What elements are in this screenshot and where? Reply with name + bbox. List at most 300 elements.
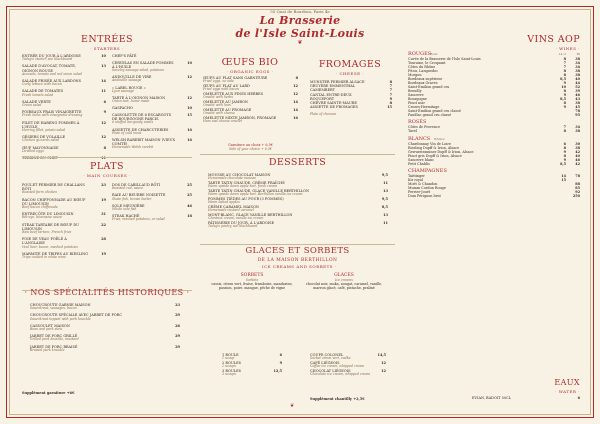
specialites-title: · NOS SPÉCIALITÉS HISTORIQUES ·	[24, 288, 190, 297]
menu-item	[203, 108, 298, 116]
menu-item	[112, 214, 192, 222]
champagnes-list	[408, 174, 580, 198]
wine-glass-price: 8,5	[560, 77, 566, 81]
wine-glass-price: 9	[563, 157, 566, 162]
sorbets-en: Sorbets	[245, 278, 259, 282]
wine-bottle-price: 85	[575, 186, 580, 191]
plats-subtitle: · MAIN COURSES ·	[83, 173, 131, 178]
menu-item	[112, 75, 192, 83]
wine-bottle-price: 88	[575, 182, 580, 187]
menu-item-desc: Plate of cold meat	[112, 130, 142, 135]
menu-item-desc: Bean and pork stew	[30, 326, 63, 331]
menu-item-price: 28	[101, 237, 106, 242]
wine-glass-price: 8	[563, 73, 566, 77]
glaces-flavors-title: GLACES	[334, 273, 354, 278]
wine-bottle-price: 46	[575, 93, 580, 97]
menu-item-name: DOS DE CABILLAUD RÔTI	[112, 183, 161, 187]
spacer	[22, 260, 106, 262]
menu-item-desc: Warm upside down apple tart, fresh cream	[208, 184, 278, 189]
menu-item-name: TARTE TATIN CHAUDE, CRÈME FRAÎCHE	[208, 181, 285, 185]
menu-item-name: GASPACHO	[112, 106, 133, 111]
wine-bottle-price: 38	[575, 129, 580, 134]
menu-item	[22, 135, 106, 143]
wine-glass-price: 7	[563, 65, 566, 69]
wine-bottle-price: 34	[575, 65, 580, 69]
menu-item-desc: Chicken gizzards salad	[22, 138, 60, 143]
menu-item-name: ROQUEFORT	[310, 96, 335, 101]
menu-item-price: 12	[381, 369, 386, 373]
menu-item-name: TARTE TATIN CHAUDE, GLACE VANILLE BERTHILLON	[208, 189, 310, 193]
menu-item-price: 29	[175, 334, 180, 339]
wine-bottle-price: 45	[575, 105, 580, 109]
wines-block	[408, 51, 580, 198]
wine-bottle-price: 30	[575, 141, 580, 146]
menu-item-desc: Veal liver, bacon, mashed potatoes	[22, 244, 78, 249]
sorbets-block	[208, 273, 296, 290]
wine-name: Petit Chablis	[408, 161, 430, 166]
menu-item-desc: Fresh tomato salad	[22, 92, 54, 97]
wine-name: Pinot gris Dopff & Irion, Alsace	[408, 153, 462, 158]
menu-item-price: 8	[389, 101, 392, 106]
blancs-en: Whites	[434, 136, 445, 141]
wine-name: Bordeaux Graves	[408, 81, 438, 85]
wine-bottle-price: 38	[575, 73, 580, 77]
wine-glass-price: 10	[561, 85, 566, 89]
menu-item-desc: Herring fillet, potato salad	[22, 127, 66, 132]
wine-glass-price: 8	[563, 101, 566, 105]
menu-item-price: 12	[293, 92, 298, 96]
wine-bottle-price: 38	[575, 69, 580, 73]
address: 55 Quai de Bourbon, Paris 4e	[270, 9, 330, 14]
menu-item-name: STEAK HACHÉ	[112, 214, 140, 219]
wine-name: Tavel	[408, 129, 418, 134]
menu-item-desc: Sauerkraut topped with pork knuckle	[30, 316, 91, 321]
menu-item-price: 26	[175, 323, 180, 328]
wine-glass-price: 9	[563, 81, 566, 85]
menu-item	[112, 86, 192, 94]
menu-item-price: 9	[103, 110, 106, 115]
menu-item-price: 18	[187, 214, 192, 219]
menu-item-name: CHOUCROUTE SPÉCIALE AVEC JARRET DE PORC	[30, 313, 123, 318]
menu-item-desc: Green salad	[22, 102, 42, 107]
menu-item-name: GRUYÈRE EMMENTHAL	[310, 84, 356, 89]
menu-item-name: ASSIETTE DE FROMAGES	[310, 105, 358, 110]
menu-item	[208, 181, 388, 189]
menu-item-name: ENTRECÔTE DU LIMOUSIN	[22, 212, 74, 217]
menu-item-name: ANDOUILLE DE VIRE	[112, 75, 152, 80]
menu-item-desc: Fried eggs with bacon	[203, 87, 240, 92]
menu-item-name: JARRET DE PORC GRILLÉ	[30, 334, 78, 339]
rouges-list	[408, 57, 580, 117]
scoops-list	[222, 353, 282, 377]
wine-name: Bordeaux supérieur	[408, 77, 443, 81]
glaces-extra	[310, 397, 365, 401]
wine-bottle-price: 34	[575, 125, 580, 130]
spacer	[112, 222, 192, 224]
spacer	[112, 150, 192, 152]
menu-item-desc: Skate fish, brown butter	[112, 196, 152, 201]
menu-item-name: TERRINE DU CHEF	[22, 155, 58, 160]
wine-glass-price: 14	[561, 174, 566, 179]
menu-item	[30, 303, 180, 311]
menu-item-name: CAFÉ LIÉGEOIS	[310, 361, 340, 365]
menu-item	[112, 106, 192, 110]
menu-item-desc: Sorbet citron vert, vodka	[310, 356, 351, 361]
menu-item-name: SALADE VERTE	[22, 99, 51, 104]
wine-bottle-price: 46	[575, 157, 580, 162]
menu-item-price: 13	[383, 189, 388, 193]
menu-item-price: 15	[387, 105, 392, 110]
menu-item-desc: Roasted cod, sauce	[112, 186, 144, 191]
wine-name: Sancerre blanc	[408, 157, 435, 162]
menu-item-price: 12	[187, 75, 192, 80]
menu-item-price: 16	[187, 127, 192, 132]
menu-item-name: CAMEMBERT	[310, 88, 335, 93]
menu-item	[112, 128, 192, 136]
menu-item	[203, 84, 298, 92]
restaurant-name-line2: de l'Isle Saint-Louis	[235, 27, 365, 40]
menu-item	[310, 105, 392, 109]
wine-name: Morgon	[408, 73, 422, 77]
menu-item	[22, 54, 106, 62]
eaux-subtitle: · WATER ·	[555, 389, 580, 394]
menu-item-price: 13	[383, 213, 388, 217]
wine-name: Mumm Cordon Rouge	[408, 186, 446, 191]
wine-glass-price: 8	[563, 153, 566, 158]
menu-item-name: RAIE AU BEURRE NOISETTE	[112, 193, 166, 198]
wine-name: Sancerre	[408, 93, 424, 97]
menu-item	[112, 183, 192, 191]
menu-item-price: 19	[101, 197, 106, 202]
wine-name: Saint-Émilion grand cru	[408, 85, 450, 89]
menu-item-name: FOIE DE VEAU POÊLÉ À L'ANGLAISE	[22, 237, 67, 246]
oeufs-note-en: Side of your choice + 6,5€	[229, 147, 272, 151]
menu-item-price: 14	[101, 78, 106, 83]
menu-item-price: 14	[293, 100, 298, 104]
sorbets-title: SORBETS	[240, 273, 264, 278]
menu-item-price: 16	[187, 137, 192, 142]
wine-name: Crozes-Hermitage	[408, 105, 440, 109]
menu-item	[310, 361, 386, 369]
menu-item-price: 8	[103, 145, 106, 150]
menu-item-desc: 6 stuffed burgundy snails	[112, 120, 154, 125]
menu-item	[208, 173, 388, 181]
desserts-title: DESSERTS	[268, 157, 327, 168]
menu-item-name: CHÈVRE SAINTE-MAURE	[310, 101, 357, 106]
menu-item-name: TARTE À L'OIGNON MAISON	[112, 95, 166, 100]
wine-bottle-price: 38	[575, 101, 580, 105]
eaux-list	[472, 396, 580, 400]
menu-item-name: WELSH RAREBIT MAISON (VIEUX COMTÉ)	[112, 137, 176, 147]
menu-item-name: OMELETTE AU JAMBON	[203, 100, 248, 104]
wine-bottle-price: 38	[575, 145, 580, 150]
menu-item-name: OMELETTE AUX FINES HERBES	[203, 92, 264, 96]
wine-glass-price: 6	[563, 141, 566, 146]
oeufs-title: ŒUFS BIO	[221, 57, 279, 68]
col-header-bottle: Bt	[576, 52, 580, 56]
menu-item	[203, 92, 298, 100]
menu-item	[22, 212, 106, 220]
menu-item-price: 25	[187, 183, 192, 187]
menu-item	[22, 89, 106, 97]
menu-item-price: 12	[381, 361, 386, 365]
menu-item-desc: Avocado, tomato and red onion salad	[22, 71, 82, 76]
roses-list	[408, 125, 580, 133]
menu-item-price: 14,5	[377, 353, 386, 357]
menu-item	[22, 223, 106, 235]
wine-bottle-price: 44	[575, 81, 580, 85]
restaurant-name-line1: La Brasserie	[259, 14, 341, 27]
wine-bottle-price: 38	[575, 57, 580, 61]
entrees-subtitle: · STARTERS ·	[90, 46, 124, 51]
menu-item-price: 25	[187, 193, 192, 198]
specialites-extra	[22, 391, 75, 395]
menu-item-name: CASSOULET MAISON	[30, 323, 70, 328]
menu-item-name: 2 BOULES	[222, 361, 242, 365]
vins-title: VINS AOP	[527, 34, 580, 45]
wine-item	[408, 162, 580, 166]
menu-item-desc: Braised pork knuckle	[30, 347, 65, 352]
glaces-title: GLACES ET SORBETS	[245, 246, 350, 256]
glaces-flavors-en: Ice creams	[335, 278, 353, 282]
menu-item-name: ŒUF MAYONNAISE	[22, 145, 59, 150]
wine-name: Côtes de Provence	[408, 125, 441, 130]
menu-item-name: 1 BOULE	[222, 353, 239, 357]
wine-name: Bourgogne	[408, 97, 427, 101]
menu-item-price: 11	[101, 155, 106, 160]
specialites-title-text: NOS SPÉCIALITÉS HISTORIQUES	[30, 288, 184, 297]
menu-item-name: ŒUFS AU PLAT AU LARD	[203, 84, 250, 88]
menu-item	[208, 213, 388, 221]
wine-name: Brouilly	[408, 89, 422, 93]
menu-item-name: STEAK TARTARE DE BŒUF DU LIMOUSIN	[22, 222, 80, 231]
glaces-extra-price: +2,5€	[353, 397, 365, 401]
menu-item-name: ASSIETTE DE CHARCUTERIES	[112, 127, 169, 132]
menu-item-price: 10	[187, 60, 192, 65]
menu-item-desc: Curly lettuce with bacon	[22, 82, 62, 87]
menu-item-name: CHOUCROUTE GARNIE MAISON	[30, 303, 91, 307]
wine-bottle-price: 42	[575, 149, 580, 154]
menu-item-name: CANTAL ENTRE-DEUX	[310, 92, 352, 97]
menu-item-desc: Omelet with cheese	[203, 111, 235, 116]
wine-name: Côtes du Rhône	[408, 65, 436, 69]
glaces-extra-label: Supplément chantilly	[310, 397, 352, 401]
menu-item-price: 6	[577, 396, 580, 400]
menu-item-price: 29	[175, 313, 180, 318]
wine-name: Dom Pérignon brut	[408, 194, 441, 199]
menu-item-name: SALADE FRISÉE AUX LARDONS	[22, 78, 82, 83]
menu-item-price: 23	[101, 183, 106, 187]
menu-item-name: POULET FERMIER DE CHALLANS RÔTI	[22, 183, 85, 192]
menu-item-price: 19	[101, 251, 106, 256]
eaux-title: EAUX	[554, 378, 580, 387]
plats-left-list	[22, 183, 106, 262]
menu-item-desc: Fries, mashed potatoes, or salad	[112, 217, 165, 222]
wine-bottle-price: 40	[575, 77, 580, 81]
wine-bottle-price: 52	[575, 85, 580, 89]
menu-item-name: OMELETTE AU FROMAGE	[203, 108, 252, 112]
menu-item	[222, 361, 282, 369]
wine-name: Taittinger	[408, 174, 425, 179]
menu-item	[112, 113, 192, 125]
menu-item-name: EVIAN, BADOIT 50CL	[472, 396, 512, 400]
menu-item-desc: Beef bacon chiffonade	[22, 205, 58, 209]
menu-item-desc: Homemade chocolate mousse	[208, 176, 257, 181]
plats-right-list	[112, 183, 192, 225]
menu-item-price: 16	[293, 116, 298, 120]
wine-bottle-price: 34	[575, 61, 580, 65]
menu-item-price: 9,5	[381, 173, 388, 177]
menu-item	[310, 369, 386, 377]
wine-name: Fitou, Languedoc	[408, 69, 439, 73]
menu-item-price: 6	[103, 99, 106, 104]
glaces-subtitle2: · ICE CREAMS AND SORBETS ·	[258, 264, 337, 269]
menu-item-desc: Homemade Welsh rarebit	[112, 145, 154, 150]
menu-item-price: 13	[101, 64, 106, 69]
glaces-block	[300, 273, 388, 290]
menu-item	[310, 353, 386, 361]
wine-name: Riesling Dopff & Irion, Alsace	[408, 145, 460, 150]
wine-name: Saint-Émilion grand cru classé	[408, 109, 461, 113]
menu-item-name: COUPE COLONEL	[310, 353, 344, 357]
menu-item-name: 3 BOULES	[222, 369, 242, 373]
menu-item-name: POMMES TIÈDES AU FOUR (3 POMMES)	[208, 197, 284, 201]
menu-item-price: 12	[187, 95, 192, 100]
menu-item-name: CASSOLETTE DE 6 ESCARGOTS DE BOURGOGNE FARCIS	[112, 112, 172, 122]
menu-item-price: 23	[175, 303, 180, 307]
menu-item-desc: Devilled eggs	[22, 148, 44, 153]
menu-item	[22, 237, 106, 249]
menu-item-name: BACON CHIFFONNADE AU BŒUF DU LIMOUSIN	[22, 197, 86, 206]
menu-item	[22, 121, 106, 133]
wine-glass-price: 8	[563, 89, 566, 93]
menu-item-desc: Coffee ice cream, whipped cream	[310, 364, 365, 369]
menu-item-desc: Warm baked apples	[208, 200, 240, 205]
menu-item	[222, 369, 282, 377]
wine-item	[408, 194, 580, 198]
menu-item-price: 9	[389, 96, 392, 101]
oeufs-subtitle: · ORGANIC EGGS ·	[226, 69, 274, 74]
wine-glass-price: 7	[563, 61, 566, 65]
wine-bottle-price: 95	[575, 113, 580, 117]
menu-item-price: 10	[101, 54, 106, 58]
menu-item-name: FILET DE HARENG POMMES À L'HUILE	[22, 120, 80, 129]
rouges-en: Reds	[430, 52, 438, 56]
menu-item	[222, 353, 282, 361]
menu-item-desc: Tripe cooked in white wine	[22, 254, 66, 259]
menu-item	[208, 189, 388, 197]
glaces-flavors-text: chocolat noir, moka, nougat, caramel, vanille, marron glacé, café, pistache, praliné	[305, 282, 383, 290]
fromages-note: Plate of cheeses	[310, 112, 337, 116]
menu-item-desc: 2 scoops	[222, 364, 236, 369]
menu-item-desc: Fried eggs, no side	[203, 79, 234, 84]
menu-item-name: PÂTISSERIE DU JOUR, À L'ARDOISE	[208, 221, 275, 225]
menu-item-desc: Grilled pork knuckle, mustard	[30, 337, 79, 342]
menu-item-name: « LABEL ROUGE »	[112, 85, 146, 90]
menu-item-price: 7	[389, 88, 392, 93]
menu-item	[30, 345, 180, 353]
menu-item-desc: Warm upside down apple tart, Berthillon vanilla ice cream	[208, 192, 303, 197]
menu-item-name: SOLE MEUNIÈRE	[112, 203, 145, 208]
rouges-title: ROUGES	[408, 51, 432, 57]
wine-bottle-price: 250	[572, 194, 580, 199]
wine-name: Perrier-Jouët	[408, 190, 431, 195]
oeufs-note: Garniture au choix + 6,5€	[228, 143, 273, 147]
fromages-list	[310, 80, 392, 109]
menu-item	[22, 146, 106, 154]
menu-item-price: 11	[101, 89, 106, 94]
menu-item-desc: Today's starter, see blackboard	[22, 57, 73, 62]
wine-glass-price: 8	[563, 69, 566, 73]
glaces-subtitle1: DE LA MAISON BERTHILLON	[257, 258, 338, 263]
menu-item-price: 15	[187, 112, 192, 117]
menu-item-price: 11	[383, 221, 388, 225]
menu-item-desc: Saveloy sausage salad, potatoes	[112, 68, 164, 72]
wine-name: Chardonnay Vin de Loire	[408, 141, 452, 146]
wine-name: Cuvée de la Brasserie de l'Isle Saint-Louis	[408, 57, 481, 61]
wine-bottle-price: 78	[575, 174, 580, 179]
menu-item	[112, 193, 192, 201]
wine-glass-price: 9	[563, 149, 566, 154]
menu-item-name: MUNSTER FERMIER ALSACE	[310, 80, 365, 84]
wine-bottle-price: 40	[575, 153, 580, 158]
menu-item-name: CRÈME CARAMEL MAISON	[208, 205, 259, 209]
menu-item-desc: Homemade custard caramel	[208, 208, 254, 213]
wine-bottle-price: 39	[575, 89, 580, 93]
wine-glass-price: 8	[563, 57, 566, 61]
menu-item-desc: Andouille sausage	[112, 78, 142, 83]
menu-item-price: 12	[101, 120, 106, 125]
menu-item	[30, 324, 180, 332]
menu-item	[203, 116, 298, 124]
sorbets-text: cassis, citron vert, fraise, framboise, mandarine, passion, poire, mangue, pêche de vigne	[211, 282, 293, 290]
wine-bottle-price: 42	[575, 161, 580, 166]
menu-item	[472, 396, 580, 400]
wine-glass-price: 8,5	[560, 97, 566, 101]
menu-item	[22, 183, 106, 195]
entrees-left-list	[22, 54, 106, 163]
plats-title: PLATS	[90, 161, 124, 172]
menu-item-price: 9	[279, 361, 282, 365]
wine-glass-price: 8,5	[560, 161, 566, 166]
menu-item-price: 7	[389, 92, 392, 97]
menu-item-name: CHEF'S PÂTÉ	[112, 54, 137, 58]
wine-bottle-price: 78	[575, 109, 580, 113]
menu-item-desc: Ham and cheese omelet	[203, 119, 242, 124]
menu-item-name: ENTRÉE DU JOUR À L'ARDOISE	[22, 54, 81, 58]
menu-item-price: 10	[187, 106, 192, 111]
menu-item-name: OMELETTE MIXTE JAMBON, FROMAGE	[203, 116, 277, 120]
menu-item-desc: Rib-eye, béarnaise sauce	[22, 215, 63, 220]
menu-item-price: 6	[279, 353, 282, 357]
wine-bottle-price: 43	[575, 97, 580, 101]
wine-glass-price: 9	[563, 93, 566, 97]
footer-flourish-icon: ❦	[290, 403, 295, 409]
menu-item	[22, 198, 106, 210]
menu-item	[30, 334, 180, 342]
col-header-glass: 14 cl	[558, 52, 566, 56]
menu-item	[22, 110, 106, 118]
menu-item-name: POIREAUX FRAIS VINAIGRETTE	[22, 110, 82, 115]
menu-item	[22, 252, 106, 260]
menu-item-price: 12,5	[273, 369, 282, 373]
menu-item-price: 22	[101, 222, 106, 227]
menu-item-desc: 3 scoops	[222, 372, 236, 377]
fromages-subtitle: · CHEESE ·	[335, 71, 365, 76]
wine-glass-price: 7	[563, 125, 566, 130]
menu-item-name: MONT-BLANC, GLACE VANILLE BERTHILLON	[208, 213, 293, 217]
wine-item	[408, 113, 580, 117]
